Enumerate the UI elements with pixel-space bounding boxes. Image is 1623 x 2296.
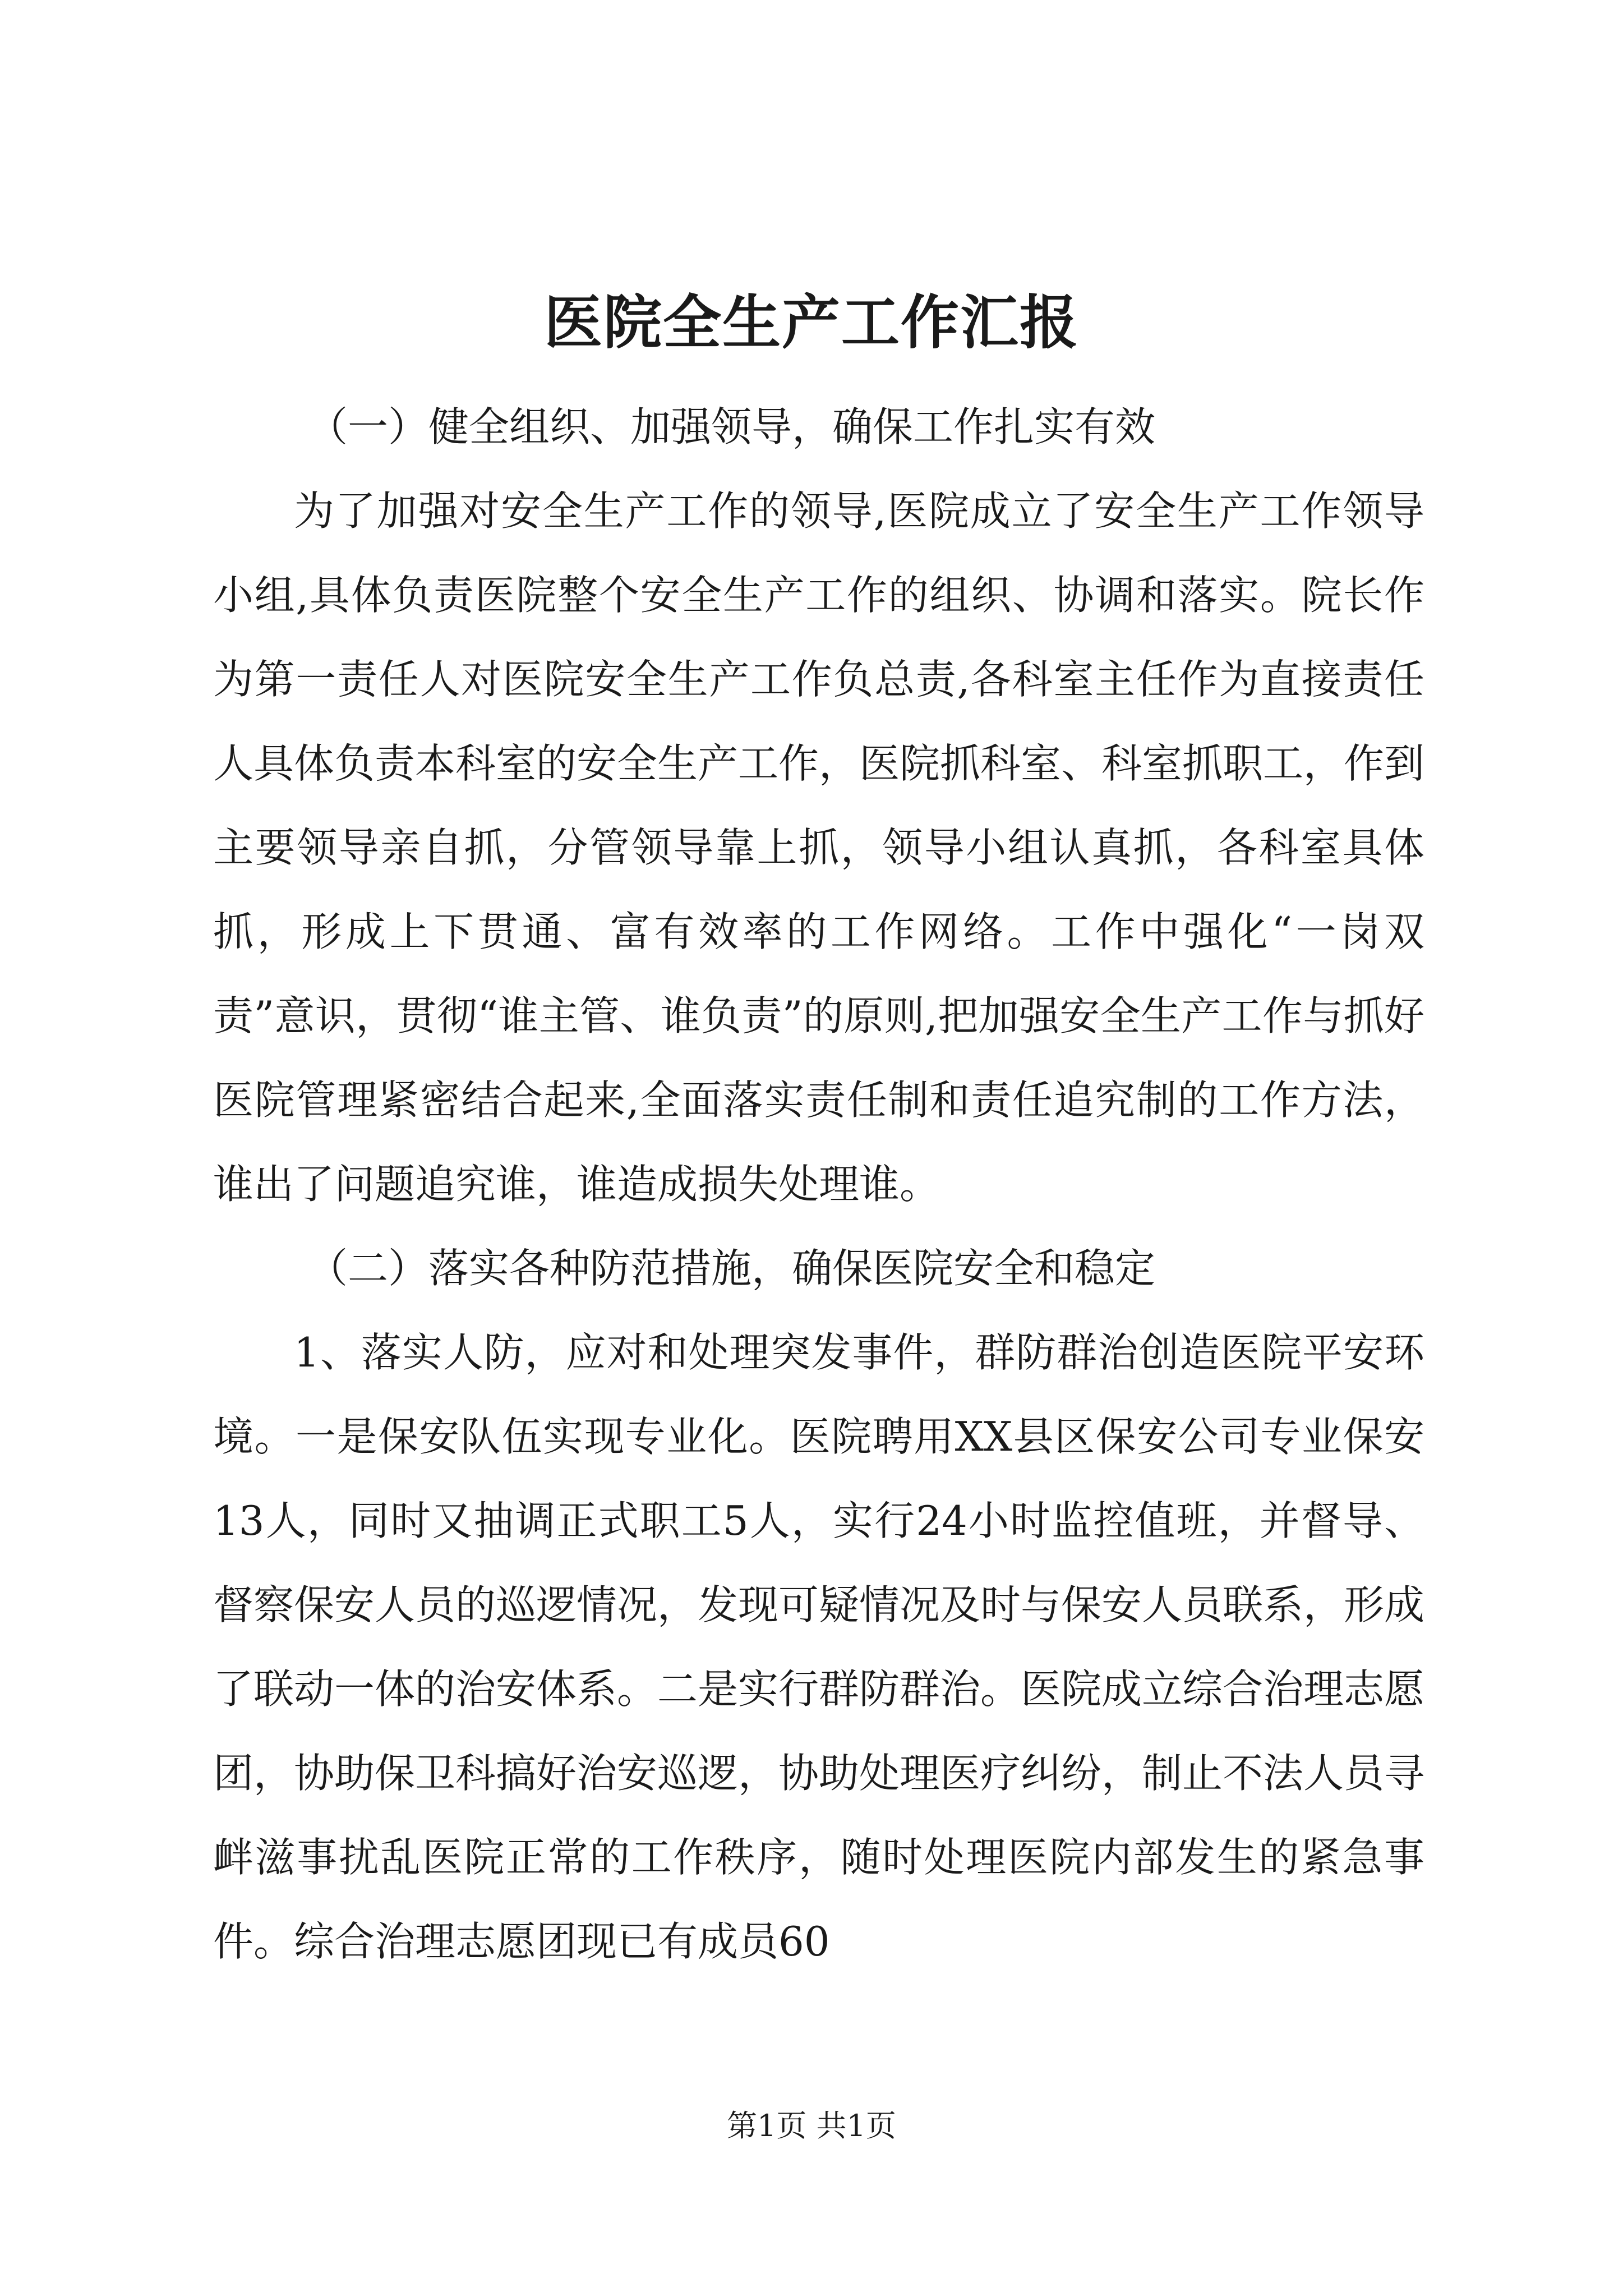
page-number-footer: 第1页 共1页 — [727, 2108, 896, 2143]
section-2-heading: （二）落实各种防范措施，确保医院安全和稳定 — [307, 1245, 1156, 1292]
section-1-heading: （一）健全组织、加强领导，确保工作扎实有效 — [307, 403, 1156, 450]
section-1-paragraph: 为了加强对安全生产工作的领导,医院成立了安全生产工作领导小组,具体负责医院整个安全生产工作的组织、协调和落实。院长作为第一责任人对医院安全生产工作负总责,各科室主任作为直接责任人具体负责本科室的安全生产工作，医院抓科室、科室抓职工，作到主要领导亲自抓，分管领导靠上抓，领导小组认真抓，各科室具体抓，形成上下贯通、富有效率的工作网络。工作中强化“一岗双责”意识，贯彻“谁主管、谁负责”的原则,把加强安全生产工作与抓好医院管理紧密结合起来,全面落实责任制和责任追究制的工作方法，谁出了问题追究谁，谁造成损失处理谁。 — [213, 487, 1425, 1208]
document-body — [213, 385, 1424, 1984]
document-title: 医院全生产工作汇报 — [543, 288, 1079, 357]
section-2-paragraph: 1、落实人防，应对和处理突发事件，群防群治创造医院平安环境。一是保安队伍实现专业化。医院聘用XX县区保安公司专业保安13人，同时又抽调正式职工5人，实行24小时监控值班，并督导、督察保安人员的巡逻情况，发现可疑情况及时与保安人员联系，形成了联动一体的治安体系。二是实行群防群治。医院成立综合治理志愿团，协助保卫科搞好治安巡逻，协助处理医疗纠纷，制止不法人员寻衅滋事扰乱医院正常的工作秩序，随时处理医院内部发生的紧急事件。综合治理志愿团现已有成员60 — [213, 1329, 1425, 1965]
